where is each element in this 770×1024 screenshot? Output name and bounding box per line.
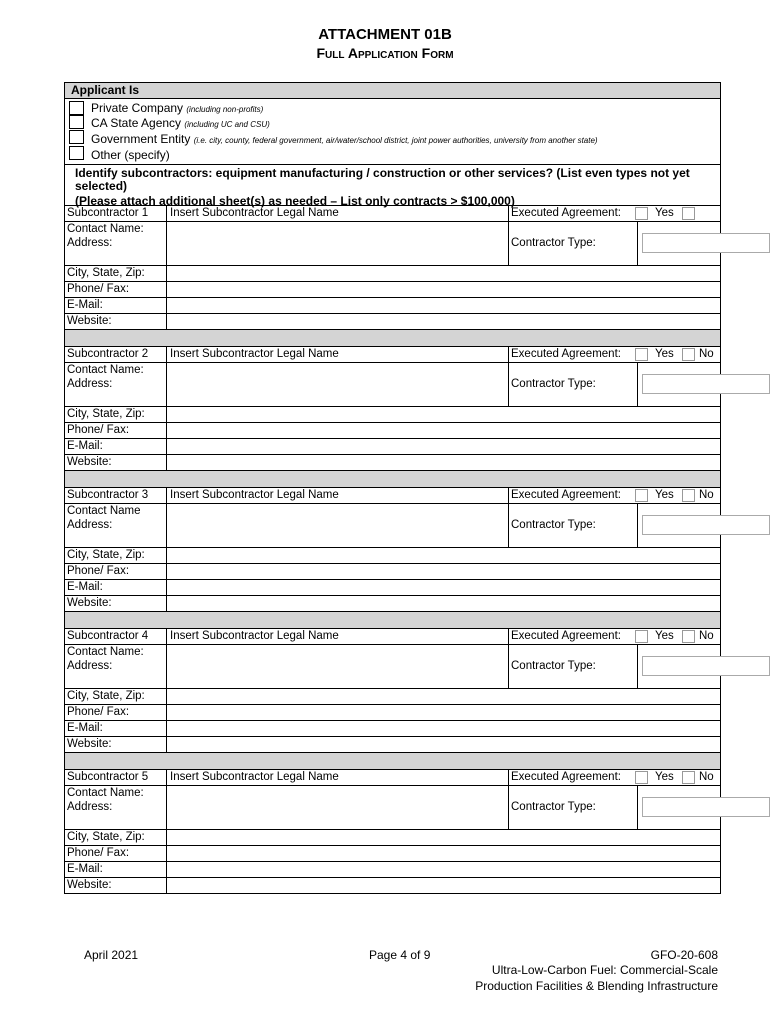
subcontractor-2-yes-label: Yes: [655, 348, 674, 360]
subcontractor-1-label: Subcontractor 1: [67, 207, 149, 219]
subcontractor-1-email-label: E-Mail:: [67, 299, 103, 311]
subcontractor-5-label: Subcontractor 5: [67, 771, 149, 783]
subcontractor-4-no-label: No: [699, 630, 714, 642]
subcontractor-2-email-label: E-Mail:: [67, 440, 103, 452]
subcontractor-2-phone-input[interactable]: [167, 423, 720, 438]
subcontractor-4-type-input[interactable]: [642, 656, 770, 676]
section-divider: [65, 753, 720, 770]
subcontractor-3-label: Subcontractor 3: [67, 489, 149, 501]
subcontractor-5-agreement-yes-checkbox[interactable]: [635, 771, 648, 784]
subcontractor-2-type-label: Contractor Type:: [511, 378, 596, 390]
subcontractor-4-email-row: [65, 721, 720, 737]
subcontractor-2-email-input[interactable]: [167, 439, 720, 454]
subcontractor-1-email-row: [65, 298, 720, 314]
subcontractor-1-yes-label: Yes: [655, 207, 674, 219]
subcontractor-2-agreement-yes-checkbox[interactable]: [635, 348, 648, 361]
footer-date: April 2021: [84, 948, 139, 962]
subcontractor-5-contact-label: Contact Name:: [67, 787, 144, 799]
subcontractor-1-agreement-label: Executed Agreement:: [511, 207, 621, 219]
subcontractor-2-contact-row: [65, 363, 720, 407]
subcontractor-4-agreement-label: Executed Agreement:: [511, 630, 621, 642]
subcontractor-1-city-row: [65, 266, 720, 282]
footer-program-line2: Production Facilities & Blending Infrastructure: [475, 979, 718, 993]
applicant-header: Applicant Is: [65, 83, 720, 99]
subcontractor-4-website-input[interactable]: [167, 737, 720, 752]
subcontractor-3-no-label: No: [699, 489, 714, 501]
subcontractor-4-type-label: Contractor Type:: [511, 660, 596, 672]
subcontractor-1-address-label: Address:: [67, 237, 113, 249]
subcontractor-2-website-input[interactable]: [167, 455, 720, 470]
subcontractor-2-city-label: City, State, Zip:: [67, 408, 145, 420]
option-other: Other (specify): [91, 148, 170, 162]
subcontractor-2-label: Subcontractor 2: [67, 348, 149, 360]
subcontractor-5-phone-label: Phone/ Fax:: [67, 847, 130, 859]
form-title: ATTACHMENT 01B: [318, 26, 452, 43]
subcontractor-2-city-input[interactable]: [167, 407, 720, 422]
subcontractor-4-contact-label: Contact Name:: [67, 646, 144, 658]
applicant-section: [64, 82, 721, 206]
subcontractor-5-email-input[interactable]: [167, 862, 720, 877]
subcontractor-5-no-label: No: [699, 771, 714, 783]
subcontractor-1-email-input[interactable]: [167, 298, 720, 313]
subcontractor-2-email-row: [65, 439, 720, 455]
subcontractor-2-city-row: [65, 407, 720, 423]
subcontractor-2-type-input[interactable]: [642, 374, 770, 394]
subcontractor-4-legal-name[interactable]: Insert Subcontractor Legal Name: [170, 630, 339, 642]
option-state-agency: CA State Agency (including UC and CSU): [91, 116, 270, 130]
subcontractor-5-type-label: Contractor Type:: [511, 801, 596, 813]
subcontractor-5-contact-row: [65, 786, 720, 830]
subcontractor-instructions: Identify subcontractors: equipment manufacturing / construction or other services? (List even types not yet selected): [75, 166, 690, 193]
subcontractor-3-agreement-no-checkbox[interactable]: [682, 489, 695, 502]
subcontractor-1-website-label: Website:: [67, 315, 112, 327]
option-government: Government Entity (i.e. city, county, federal government, air/water/school district, joint power authorities, university from another state): [91, 132, 598, 146]
subcontractor-3-email-label: E-Mail:: [67, 581, 103, 593]
subcontractor-4-phone-row: [65, 705, 720, 721]
subcontractor-3-email-row: [65, 580, 720, 596]
subcontractor-4-website-label: Website:: [67, 738, 112, 750]
subcontractor-5-yes-label: Yes: [655, 771, 674, 783]
subcontractor-3-type-label: Contractor Type:: [511, 519, 596, 531]
footer-program-line1: Ultra-Low-Carbon Fuel: Commercial-Scale: [491, 963, 718, 977]
subcontractor-3-address-label: Address:: [67, 519, 113, 531]
subcontractor-5-agreement-label: Executed Agreement:: [511, 771, 621, 783]
subcontractor-4-city-row: [65, 689, 720, 705]
subcontractor-3-city-label: City, State, Zip:: [67, 549, 145, 561]
subcontractor-1-legal-name[interactable]: Insert Subcontractor Legal Name: [170, 207, 339, 219]
subcontractor-3-agreement-yes-checkbox[interactable]: [635, 489, 648, 502]
subcontractor-4-agreement-yes-checkbox[interactable]: [635, 630, 648, 643]
subcontractor-1-agreement-yes-checkbox[interactable]: [635, 207, 648, 220]
application-form: [64, 82, 721, 894]
form-subtitle: Full Application Form: [316, 45, 454, 61]
subcontractor-4-email-label: E-Mail:: [67, 722, 103, 734]
subcontractor-2-agreement-no-checkbox[interactable]: [682, 348, 695, 361]
subcontractor-3-type-input[interactable]: [642, 515, 770, 535]
footer-code: GFO-20-608: [650, 948, 718, 962]
subcontractor-5-legal-name[interactable]: Insert Subcontractor Legal Name: [170, 771, 339, 783]
subcontractor-1-agreement-no-checkbox[interactable]: [682, 207, 695, 220]
subcontractor-3-city-input[interactable]: [167, 548, 720, 563]
subcontractor-5-city-input[interactable]: [167, 830, 720, 845]
subcontractor-5-phone-input[interactable]: [167, 846, 720, 861]
other-checkbox[interactable]: [69, 146, 84, 160]
footer-page: Page 4 of 9: [369, 948, 431, 962]
subcontractor-1-contact-label: Contact Name:: [67, 223, 144, 235]
subcontractor-3-contact-label: Contact Name: [67, 505, 141, 517]
subcontractor-4-city-input[interactable]: [167, 689, 720, 704]
subcontractor-1-city-input[interactable]: [167, 266, 720, 281]
subcontractor-4-phone-input[interactable]: [167, 705, 720, 720]
subcontractor-2-no-label: No: [699, 348, 714, 360]
subcontractor-5-city-row: [65, 830, 720, 846]
subcontractor-5-email-row: [65, 862, 720, 878]
subcontractor-3-phone-row: [65, 564, 720, 580]
subcontractor-1-contact-row: [65, 222, 720, 266]
subcontractor-3-contact-row: [65, 504, 720, 548]
subcontractor-4-agreement-no-checkbox[interactable]: [682, 630, 695, 643]
subcontractor-5-type-input[interactable]: [642, 797, 770, 817]
subcontractor-5-email-label: E-Mail:: [67, 863, 103, 875]
subcontractor-4-website-row: [65, 737, 720, 753]
section-divider: [65, 330, 720, 347]
subcontractor-2-phone-row: [65, 423, 720, 439]
subcontractor-2-website-row: [65, 455, 720, 471]
subcontractor-3-website-label: Website:: [67, 597, 112, 609]
subcontractor-2-address-label: Address:: [67, 378, 113, 390]
subcontractor-5-address-label: Address:: [67, 801, 113, 813]
subcontractor-5-city-label: City, State, Zip:: [67, 831, 145, 843]
subcontractor-4-phone-label: Phone/ Fax:: [67, 706, 130, 718]
subcontractor-5-website-input[interactable]: [167, 878, 720, 893]
subcontractor-3-legal-name[interactable]: Insert Subcontractor Legal Name: [170, 489, 339, 501]
state-agency-checkbox[interactable]: [69, 115, 84, 129]
subcontractor-4-yes-label: Yes: [655, 630, 674, 642]
subcontractor-1-phone-label: Phone/ Fax:: [67, 283, 130, 295]
subcontractor-1-website-row: [65, 314, 720, 330]
subcontractor-2-header-row: [65, 347, 720, 363]
subcontractor-4-address-label: Address:: [67, 660, 113, 672]
attach-note: (Please attach additional sheet(s) as needed – List only contracts > $100,000): [75, 194, 515, 208]
section-divider: [65, 471, 720, 488]
subcontractor-4-email-input[interactable]: [167, 721, 720, 736]
subcontractor-1-type-input[interactable]: [642, 233, 770, 253]
subcontractor-5-website-row: [65, 878, 720, 893]
subcontractor-2-contact-label: Contact Name:: [67, 364, 144, 376]
subcontractor-4-header-row: [65, 629, 720, 645]
private-company-checkbox[interactable]: [69, 101, 84, 115]
section-divider: [65, 612, 720, 629]
subcontractor-4-label: Subcontractor 4: [67, 630, 149, 642]
option-private-company: Private Company (including non-profits): [91, 101, 264, 115]
subcontractor-5-agreement-no-checkbox[interactable]: [682, 771, 695, 784]
government-checkbox[interactable]: [69, 130, 84, 144]
subcontractor-table: [64, 206, 721, 894]
subcontractor-1-city-label: City, State, Zip:: [67, 267, 145, 279]
subcontractor-1-header-row: [65, 206, 720, 222]
subcontractor-2-website-label: Website:: [67, 456, 112, 468]
subcontractor-5-phone-row: [65, 846, 720, 862]
subcontractor-5-header-row: [65, 770, 720, 786]
subcontractor-1-phone-row: [65, 282, 720, 298]
subcontractor-3-phone-input[interactable]: [167, 564, 720, 579]
subcontractor-3-website-row: [65, 596, 720, 612]
subcontractor-1-phone-input[interactable]: [167, 282, 720, 297]
subcontractor-3-email-input[interactable]: [167, 580, 720, 595]
subcontractor-4-city-label: City, State, Zip:: [67, 690, 145, 702]
subcontractor-2-phone-label: Phone/ Fax:: [67, 424, 130, 436]
subcontractor-3-phone-label: Phone/ Fax:: [67, 565, 130, 577]
subcontractor-3-city-row: [65, 548, 720, 564]
subcontractor-4-contact-row: [65, 645, 720, 689]
subcontractor-3-website-input[interactable]: [167, 596, 720, 611]
subcontractor-3-agreement-label: Executed Agreement:: [511, 489, 621, 501]
subcontractor-1-website-input[interactable]: [167, 314, 720, 329]
subcontractor-1-type-label: Contractor Type:: [511, 237, 596, 249]
subcontractor-2-agreement-label: Executed Agreement:: [511, 348, 621, 360]
subcontractor-3-header-row: [65, 488, 720, 504]
subcontractor-3-yes-label: Yes: [655, 489, 674, 501]
subcontractor-2-legal-name[interactable]: Insert Subcontractor Legal Name: [170, 348, 339, 360]
subcontractor-5-website-label: Website:: [67, 879, 112, 891]
